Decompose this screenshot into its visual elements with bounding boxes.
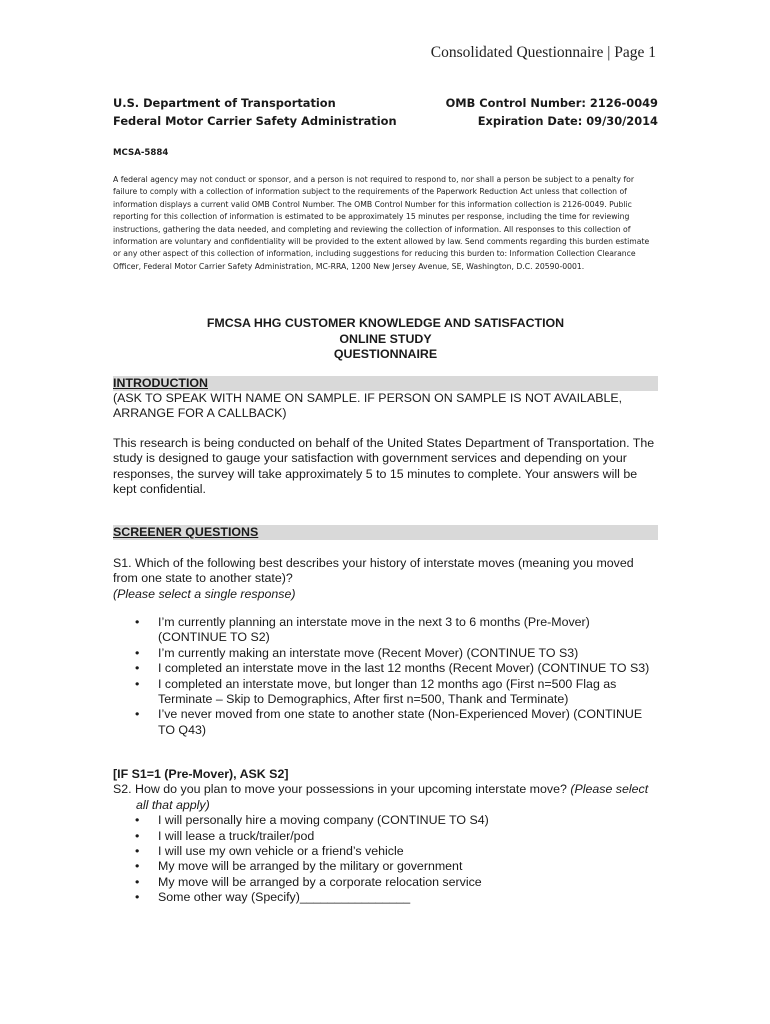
s2-question: [113, 782, 658, 813]
s1-option-3[interactable]: [113, 661, 658, 676]
title-line-3: QUESTIONNAIRE: [333, 347, 438, 361]
s1-option-label: I completed an interstate move, but longer than 12 months ago (First n=500 Flag as Terminate – Skip to Demographics, After first n=500, Thank and Terminate): [158, 676, 617, 707]
question-s1: [113, 556, 658, 602]
introduction-heading-bar: [113, 376, 658, 391]
bullet-icon: •: [135, 859, 140, 874]
omb-info: [446, 94, 658, 130]
s1-option-label: I’ve never moved from one state to another state (Non-Experienced Mover) (CONTINUE TO Q43): [158, 707, 643, 737]
agency-administration: Federal Motor Carrier Safety Administration: [113, 114, 397, 128]
screener-heading: SCREENER QUESTIONS: [113, 525, 259, 539]
agency-department: U.S. Department of Transportation: [113, 96, 336, 110]
s1-option-label: I’m currently planning an interstate move in the next 3 to 6 months (Pre-Mover) (CONTINUE TO S2): [158, 615, 590, 645]
agency-names: [113, 94, 397, 130]
bullet-icon: •: [135, 844, 140, 859]
bullet-icon: •: [135, 615, 140, 629]
bullet-icon: •: [135, 828, 140, 843]
s2-option-label: I will lease a truck/trailer/pod: [158, 828, 315, 843]
bullet-icon: •: [135, 874, 140, 889]
bullet-icon: •: [135, 707, 140, 722]
s2-option-2[interactable]: [113, 829, 658, 844]
form-id: MCSA-5884: [113, 148, 169, 158]
s1-instruction: (Please select a single response): [113, 586, 296, 601]
introduction-paragraph: This research is being conducted on behalf of the United States Department of Transportation. The study is designed to gauge your satisfaction with government services and depending on your responses, the survey will take approximately 5 to 15 minutes to complete. Your answers will be kept confidential.: [113, 436, 655, 497]
bullet-icon: •: [135, 890, 140, 905]
s2-option-3[interactable]: [113, 844, 658, 859]
s2-option-5[interactable]: [113, 875, 658, 890]
s1-option-4[interactable]: [113, 677, 658, 708]
s2-option-label: I will use my own vehicle or a friend’s vehicle: [158, 844, 404, 859]
s2-instruction: (Please select all that apply): [136, 782, 649, 812]
omb-control-number: OMB Control Number: 2126-0049: [445, 96, 658, 110]
s1-option-label: I’m currently making an interstate move (Recent Mover) (CONTINUE TO S3): [158, 645, 579, 660]
s2-option-label: Some other way (Specify)________________: [158, 890, 411, 905]
s2-option-label: My move will be arranged by the military or government: [158, 859, 463, 874]
s2-option-label: I will personally hire a moving company (CONTINUE TO S4): [158, 813, 489, 828]
burden-statement: A federal agency may not conduct or sponsor, and a person is not required to respond to, nor shall a person be subject to a penalty for failure to comply with a collection of information subject to the requirements of the Paperwork Reduction Act unless that collection of information displays a current valid OMB Control Number. The OMB Control Number for this information collection is 2126-0049. Public reporting for this collection of information is estimated to be approximately 15 minutes per response, including the time for reviewing instructions, gathering the data needed, and completing and reviewing the collection of information. All responses to this collection of information are voluntary and confidentiality will be provided to the extent allowed by law. Send comments regarding this burden estimate or any other aspect of this collection of information, including suggestions for reducing this burden to: Information Collection Clearance Officer, Federal Motor Carrier Safety Administration, MC-RRA, 1200 New Jersey Avenue, SE, Washington, D.C. 20590-0001.: [113, 175, 650, 271]
s1-option-1[interactable]: [113, 615, 658, 646]
title-line-2: ONLINE STUDY: [339, 331, 432, 346]
bullet-icon: •: [135, 661, 140, 676]
s1-options: [113, 615, 658, 738]
introduction-instruction: (ASK TO SPEAK WITH NAME ON SAMPLE. IF PERSON ON SAMPLE IS NOT AVAILABLE, ARRANGE FOR A CALLBACK): [113, 391, 623, 421]
bullet-icon: •: [135, 645, 140, 660]
questionnaire-title: [113, 316, 658, 363]
s2-question-text: S2. How do you plan to move your possessions in your upcoming interstate move?: [113, 782, 567, 797]
s1-question-text: S1. Which of the following best describes your history of interstate moves (meaning you moved from one state to another state)?: [113, 556, 634, 586]
s1-option-label: I completed an interstate move in the last 12 months (Recent Mover) (CONTINUE TO S3): [158, 661, 650, 676]
s2-option-label: My move will be arranged by a corporate relocation service: [158, 874, 482, 889]
s2-option-6[interactable]: [113, 890, 658, 905]
s2-condition: [IF S1=1 (Pre-Mover), ASK S2]: [113, 767, 289, 781]
introduction-heading: INTRODUCTION: [113, 376, 208, 390]
s2-option-1[interactable]: [113, 813, 658, 828]
screener-heading-bar: [113, 525, 658, 540]
s1-option-2[interactable]: [113, 646, 658, 661]
bullet-icon: •: [135, 813, 140, 828]
title-line-1: FMCSA HHG CUSTOMER KNOWLEDGE AND SATISFACTION: [206, 316, 565, 330]
s1-option-5[interactable]: [113, 707, 658, 738]
running-header: Consolidated Questionnaire | Page 1: [430, 44, 656, 61]
s2-option-4[interactable]: [113, 859, 658, 874]
expiration-date: Expiration Date: 09/30/2014: [477, 114, 658, 128]
question-s2: [113, 767, 658, 906]
bullet-icon: •: [135, 676, 140, 691]
